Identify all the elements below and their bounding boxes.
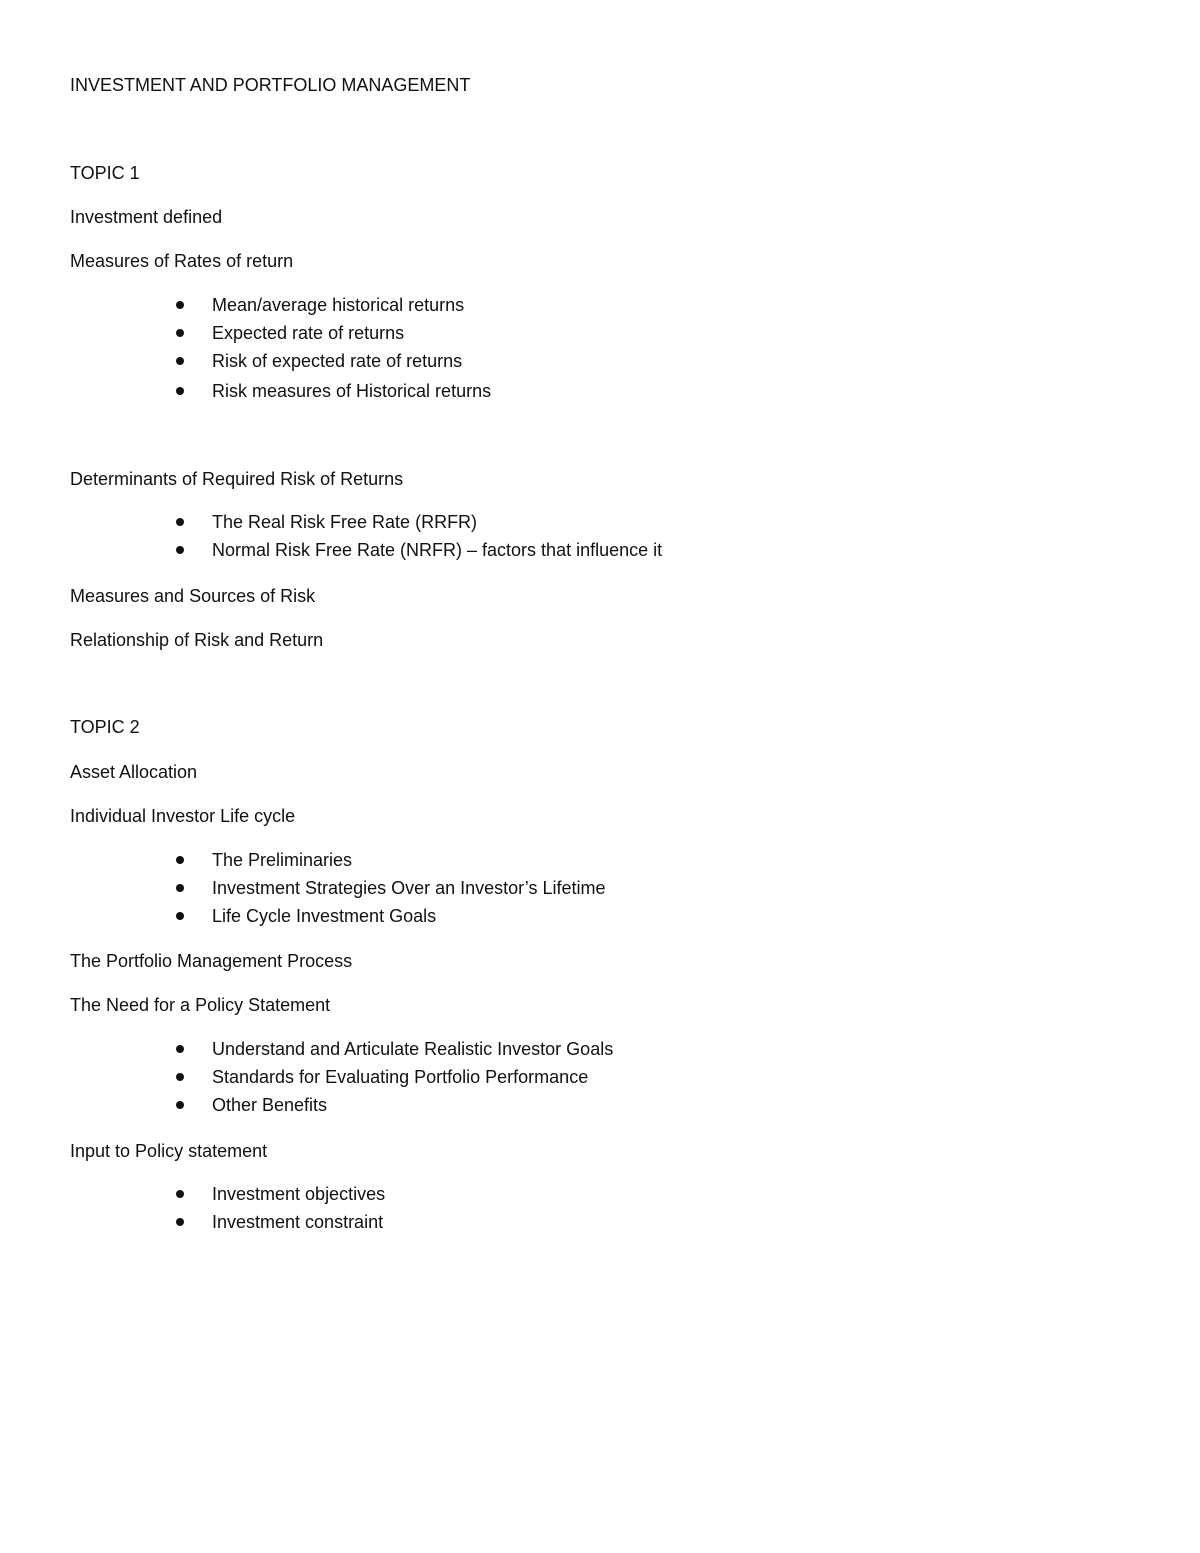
list-item-text: Normal Risk Free Rate (NRFR) – factors that influence it	[212, 540, 663, 560]
policy-need-label: The Need for a Policy Statement	[70, 995, 331, 1015]
bullet-icon	[176, 912, 184, 920]
bullet-icon	[176, 546, 184, 554]
asset-allocation: Asset Allocation	[70, 762, 198, 782]
document-title: INVESTMENT AND PORTFOLIO MANAGEMENT	[70, 75, 471, 95]
list-item-text: The Preliminaries	[212, 850, 353, 870]
policy-input-label: Input to Policy statement	[70, 1141, 268, 1161]
list-item-text: Life Cycle Investment Goals	[212, 906, 437, 926]
bullet-icon	[176, 1073, 184, 1081]
list-item-text: Expected rate of returns	[212, 323, 405, 343]
bullet-icon	[176, 329, 184, 337]
bullet-icon	[176, 1045, 184, 1053]
list-item-text: The Real Risk Free Rate (RRFR)	[212, 512, 478, 532]
life-cycle-label: Individual Investor Life cycle	[70, 806, 296, 826]
bullet-icon	[176, 518, 184, 526]
list-item-text: Risk of expected rate of returns	[212, 351, 463, 371]
bullet-icon	[176, 884, 184, 892]
determinants-label: Determinants of Required Risk of Returns	[70, 469, 404, 489]
bullet-icon	[176, 357, 184, 365]
list-item-text: Standards for Evaluating Portfolio Performance	[212, 1067, 589, 1087]
measures-sources-label: Measures and Sources of Risk	[70, 586, 316, 606]
list-item-text: Investment constraint	[212, 1212, 384, 1232]
bullet-icon	[176, 1218, 184, 1226]
process-label: The Portfolio Management Process	[70, 951, 353, 971]
topic2-heading: TOPIC 2	[70, 717, 140, 737]
list-item-text: Other Benefits	[212, 1095, 328, 1115]
bullet-icon	[176, 1101, 184, 1109]
relationship-label: Relationship of Risk and Return	[70, 630, 324, 650]
bullet-icon	[176, 856, 184, 864]
measures-rates-label: Measures of Rates of return	[70, 251, 294, 271]
investment-defined: Investment defined	[70, 207, 223, 227]
topic1-heading: TOPIC 1	[70, 163, 140, 183]
list-item-text: Mean/average historical returns	[212, 295, 465, 315]
bullet-icon	[176, 387, 184, 395]
bullet-icon	[176, 301, 184, 309]
list-item-text: Understand and Articulate Realistic Investor Goals	[212, 1039, 614, 1059]
bullet-icon	[176, 1190, 184, 1198]
list-item-text: Risk measures of Historical returns	[212, 381, 492, 401]
list-item-text: Investment Strategies Over an Investor’s Lifetime	[212, 878, 606, 898]
list-item-text: Investment objectives	[212, 1184, 386, 1204]
